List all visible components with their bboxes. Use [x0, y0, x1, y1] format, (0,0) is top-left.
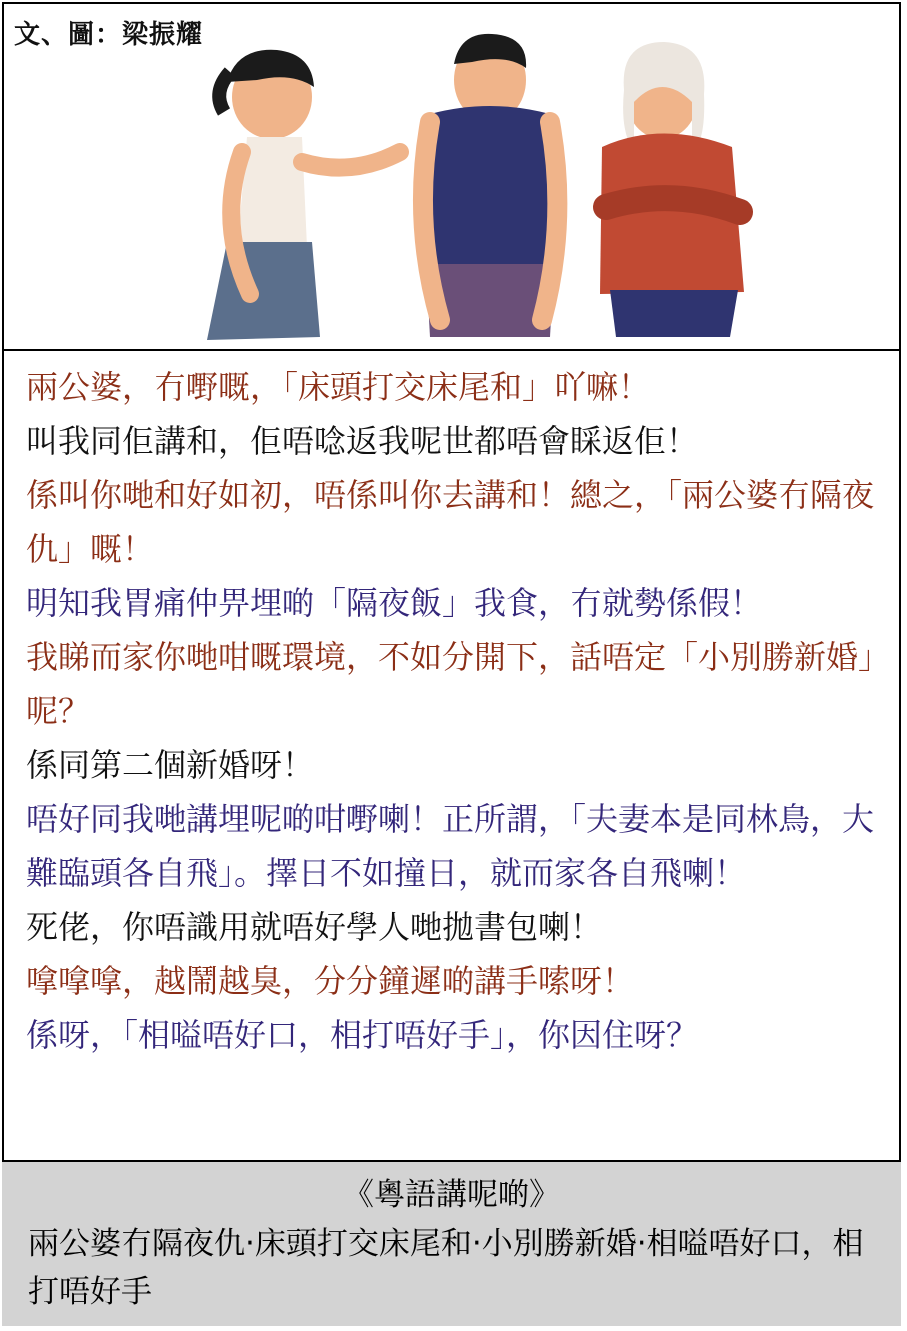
dialogue-line: 嗱嗱嗱，越鬧越臭，分分鐘遲啲講手嗦呀！ [26, 962, 635, 1000]
man-figure [423, 34, 557, 337]
dialogue-line: 唔好同我哋講埋呢啲咁嘢喇！正所謂，「夫妻本是同林鳥，大難臨頭各自飛」。擇日不如撞日，就而家各自飛喇！ [26, 800, 875, 892]
blonde-woman-figure [600, 42, 744, 337]
illustration-panel [2, 2, 901, 351]
dialogue-line: 係同第二個新婚呀！ [26, 746, 315, 784]
dialogue-line: 叫我同佢講和，佢唔唸返我呢世都唔會睬返佢！ [26, 422, 699, 460]
footer-body: 兩公婆冇隔夜仇‧床頭打交床尾和‧小別勝新婚‧相嗌唔好口，相打唔好手 [28, 1226, 864, 1310]
dialogue-block [26, 360, 886, 1062]
woman-figure [207, 50, 400, 340]
dialogue-line: 係呀，「相嗌唔好口，相打唔好手」，你因住呀？ [26, 1016, 699, 1054]
dialogue-line: 兩公婆，冇嘢嘅，「床頭打交床尾和」吖嘛！ [26, 368, 651, 406]
dialogue-line: 死佬，你唔識用就唔好學人哋拋書包喇！ [26, 908, 603, 946]
dialogue-line: 我睇而家你哋咁嘅環境，不如分開下，話唔定「小別勝新婚」呢？ [26, 638, 875, 730]
credit-label: 文、圖：梁振耀 [14, 20, 204, 50]
three-people-illustration [2, 2, 897, 349]
footer-panel [2, 1160, 901, 1326]
footer-title: 《粵語講呢啲》 [343, 1177, 560, 1213]
dialogue-line: 明知我胃痛仲畀埋啲「隔夜飯」我食，冇就勢係假！ [26, 584, 763, 622]
dialogue-line: 係叫你哋和好如初，唔係叫你去講和！總之，「兩公婆冇隔夜仇」嘅！ [26, 476, 875, 568]
